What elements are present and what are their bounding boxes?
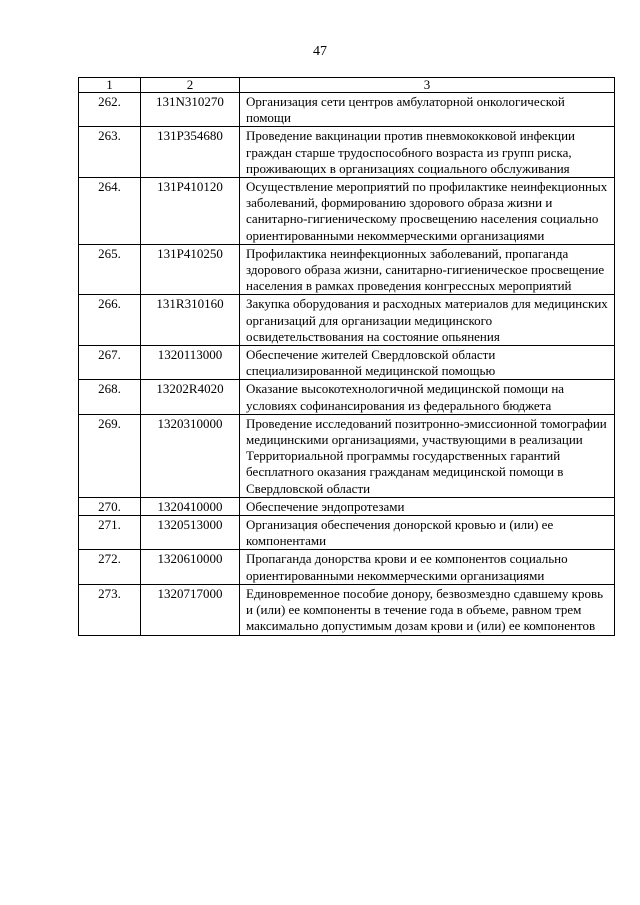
header-col-3: 3 xyxy=(240,78,615,93)
row-name: Проведение исследований позитронно-эмиссионной томографии медицинскими организациями, участвующими в реализации Территориальной программы государственных гарантий бесплатного оказания гражданам медицинской помощи в Свердловской области xyxy=(240,414,615,497)
row-code: 1320310000 xyxy=(141,414,240,497)
row-code: 1320113000 xyxy=(141,346,240,380)
row-number: 262. xyxy=(79,93,141,127)
table-row xyxy=(79,127,615,178)
row-code: 1320610000 xyxy=(141,550,240,584)
row-number: 267. xyxy=(79,346,141,380)
row-code: 1320513000 xyxy=(141,516,240,550)
table-row xyxy=(79,178,615,245)
row-name: Организация сети центров амбулаторной онкологической помощи xyxy=(240,93,615,127)
row-number: 273. xyxy=(79,584,141,635)
row-code: 131R310160 xyxy=(141,295,240,346)
row-number: 269. xyxy=(79,414,141,497)
row-code: 1320717000 xyxy=(141,584,240,635)
row-number: 268. xyxy=(79,380,141,414)
row-number: 264. xyxy=(79,178,141,245)
table-row xyxy=(79,414,615,497)
row-name: Проведение вакцинации против пневмококковой инфекции граждан старше трудоспособного возраста из групп риска, проживающих в организациях социального обслуживания xyxy=(240,127,615,178)
table-row xyxy=(79,584,615,635)
row-number: 265. xyxy=(79,244,141,295)
table-row xyxy=(79,346,615,380)
row-name: Осуществление мероприятий по профилактике неинфекционных заболеваний, формированию здорового образа жизни и санитарно-гигиеническому просвещению населения социально ориентированными некоммерческими организациями xyxy=(240,178,615,245)
table-row xyxy=(79,497,615,515)
row-number: 270. xyxy=(79,497,141,515)
row-code: 13202R4020 xyxy=(141,380,240,414)
header-col-1: 1 xyxy=(79,78,141,93)
row-number: 271. xyxy=(79,516,141,550)
row-code: 131P410250 xyxy=(141,244,240,295)
row-name: Единовременное пособие донору, безвозмездно сдавшему кровь и (или) ее компоненты в течение года в объеме, равном трем максимально допустимым дозам крови и (или) ее компонентов xyxy=(240,584,615,635)
row-number: 263. xyxy=(79,127,141,178)
table-row xyxy=(79,550,615,584)
row-name: Оказание высокотехнологичной медицинской помощи на условиях софинансирования из федерального бюджета xyxy=(240,380,615,414)
table-header-row xyxy=(79,78,615,93)
row-code: 1320410000 xyxy=(141,497,240,515)
row-name: Пропаганда донорства крови и ее компонентов социально ориентированными некоммерческими организациями xyxy=(240,550,615,584)
page-number: 47 xyxy=(313,44,327,59)
table-row xyxy=(79,380,615,414)
header-col-2: 2 xyxy=(141,78,240,93)
row-code: 131P354680 xyxy=(141,127,240,178)
row-number: 266. xyxy=(79,295,141,346)
row-name: Закупка оборудования и расходных материалов для медицинских организаций для организации медицинского освидетельствования на состояние опьянения xyxy=(240,295,615,346)
table-row xyxy=(79,244,615,295)
document-table xyxy=(78,77,615,636)
row-code: 131P410120 xyxy=(141,178,240,245)
row-name: Организация обеспечения донорской кровью и (или) ее компонентами xyxy=(240,516,615,550)
row-name: Обеспечение жителей Свердловской области специализированной медицинской помощью xyxy=(240,346,615,380)
table-row xyxy=(79,93,615,127)
row-code: 131N310270 xyxy=(141,93,240,127)
table-row xyxy=(79,295,615,346)
row-name: Профилактика неинфекционных заболеваний, пропаганда здорового образа жизни, санитарно-гигиеническое просвещение населения в рамках проведения конгрессных мероприятий xyxy=(240,244,615,295)
table-row xyxy=(79,516,615,550)
row-number: 272. xyxy=(79,550,141,584)
row-name: Обеспечение эндопротезами xyxy=(240,497,615,515)
